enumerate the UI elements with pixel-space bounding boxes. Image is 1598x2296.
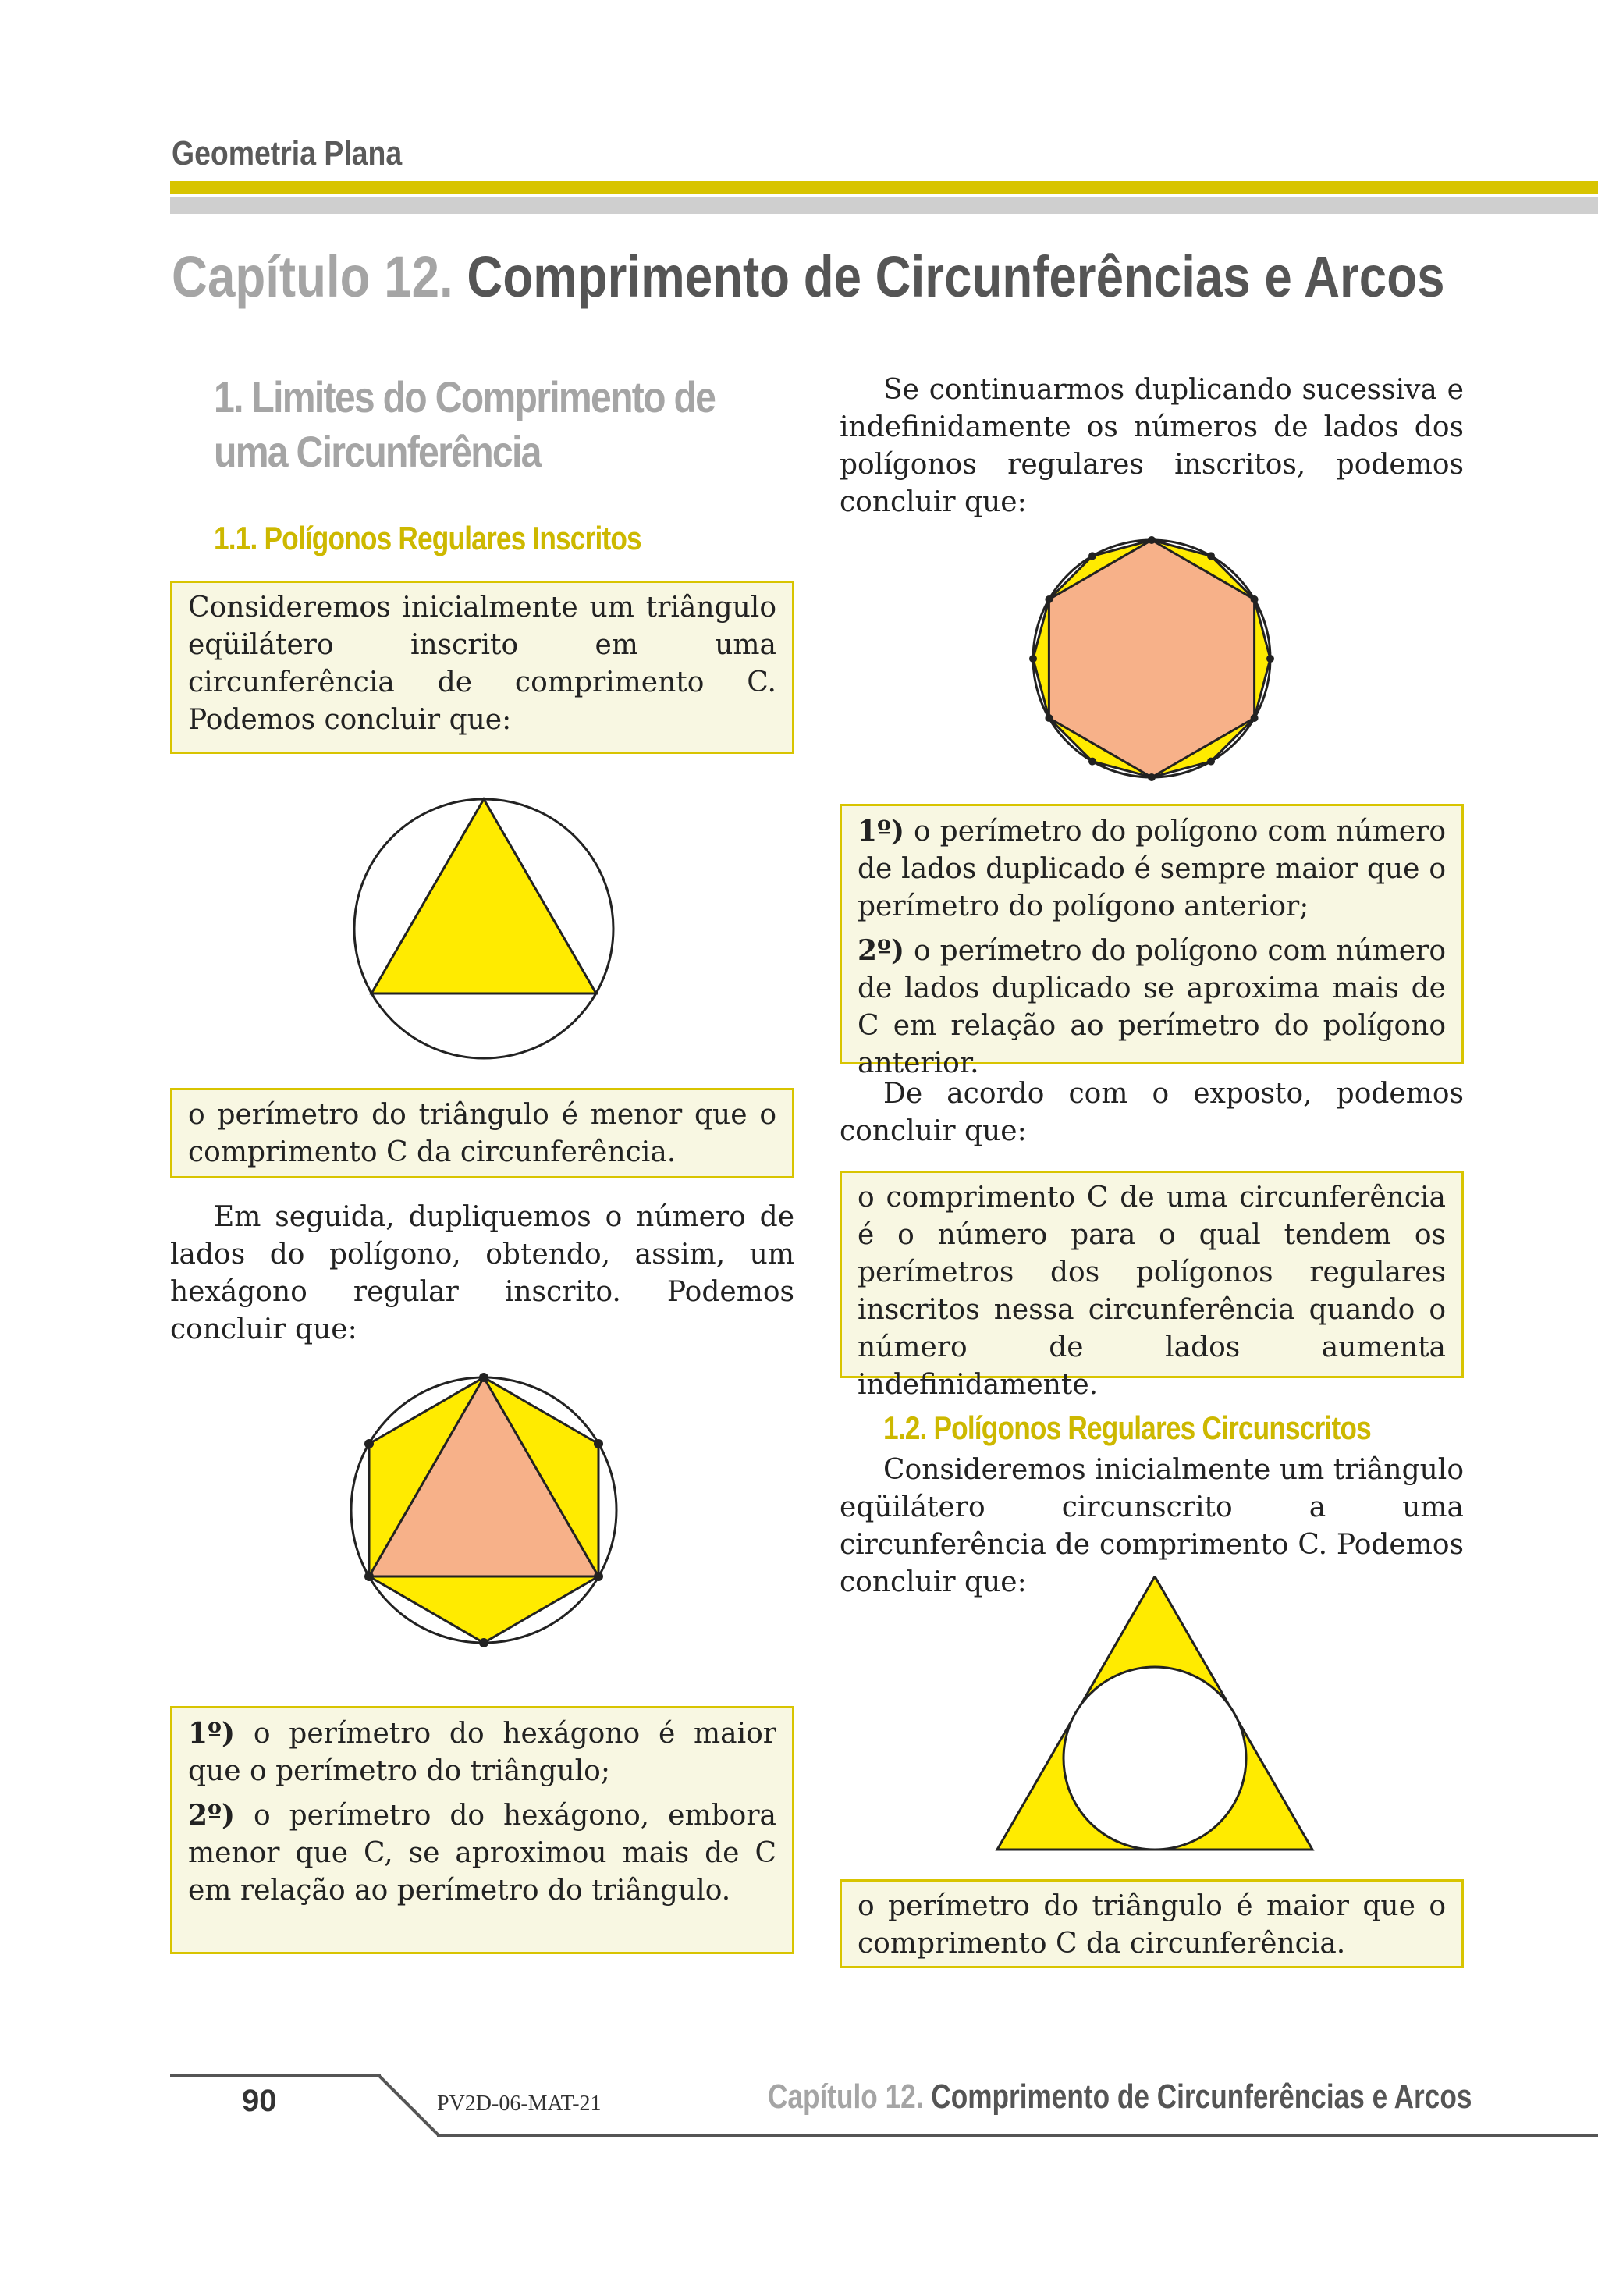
section-title: 1. Limites do Comprimento de uma Circunferência xyxy=(214,372,716,476)
chapter-name: Comprimento de Circunferências e Arcos xyxy=(467,244,1445,309)
footer-line-left xyxy=(170,2074,381,2077)
footer-line-slant xyxy=(378,2074,440,2137)
paragraph-continue-doubling: Se continuarmos duplicando sucessiva e indefinidamente os números de lados dos polígonos regulares inscritos, podemos concluir que: xyxy=(840,374,1464,518)
dodecagon-inscribed-figure xyxy=(1027,534,1277,784)
hexagon-conclusion-2: 2º) o perímetro do hexágono, embora menor que C, se aproximou mais de C em relação ao perímetro do triângulo. xyxy=(188,1799,776,1907)
paragraph-exposto: De acordo com o exposto, podemos concluir que: xyxy=(840,1078,1464,1147)
subsection-title-circumscribed: 1.2. Polígonos Regulares Circunscritos xyxy=(883,1409,1371,1446)
header-section-title: Geometria Plana xyxy=(172,134,403,172)
footer-line-right xyxy=(437,2134,1598,2137)
triangle-perimeter-box xyxy=(170,1088,794,1178)
dodecagon-conclusion-1: 1º) o perímetro do polígono com número de lados duplicado é sempre maior que o perímetro do polígono anterior; xyxy=(858,815,1446,922)
intro-box xyxy=(170,581,794,754)
document-code: PV2D-06-MAT-21 xyxy=(437,2092,602,2116)
triangle-circumscribed-figure xyxy=(991,1576,1319,1865)
paragraph-double-sides: Em seguida, dupliquemos o número de lados do polígono, obtendo, assim, um hexágono regular inscrito. Podemos concluir que: xyxy=(170,1201,794,1345)
triangle-inscribed-figure xyxy=(328,773,640,1085)
subsection-title-inscribed: 1.1. Polígonos Regulares Inscritos xyxy=(214,520,641,556)
dodecagon-conclusion-2: 2º) o perímetro do polígono com número de lados duplicado se aproxima mais de C em relação ao perímetro do polígono anterior. xyxy=(858,934,1446,1079)
triangle-perimeter-text: o perímetro do triângulo é menor que o comprimento C da circunferência. xyxy=(188,1099,776,1168)
chapter-title xyxy=(172,243,1444,310)
circumscribed-perimeter-text: o perímetro do triângulo é maior que o comprimento C da circunferência. xyxy=(858,1890,1446,1960)
page-number: 90 xyxy=(242,2084,277,2118)
conclusion-text: o comprimento C de uma circunferência é o número para o qual tendem os perímetros dos polígonos regulares inscritos nessa circunferência quando o número de lados aumenta indefinidamente. xyxy=(858,1182,1446,1401)
intro-text: Consideremos inicialmente um triângulo eqüilátero inscrito em uma circunferência de comprimento C. Podemos concluir que: xyxy=(188,592,776,736)
circle-shape xyxy=(1064,1667,1246,1850)
header-gray-bar xyxy=(170,197,1598,214)
chapter-number: Capítulo 12. xyxy=(172,244,453,309)
dodecagon-conclusions-box xyxy=(840,804,1464,1079)
circumscribed-perimeter-box xyxy=(840,1879,1464,1968)
footer-chapter-title: Capítulo 12. Comprimento de Circunferências e Arcos xyxy=(768,2077,1472,2116)
hexagon-conclusion-1: 1º) o perímetro do hexágono é maior que o perímetro do triângulo; xyxy=(188,1717,777,1787)
conclusion-box xyxy=(840,1171,1464,1401)
paragraph-circumscribed: Consideremos inicialmente um triângulo eqüilátero circunscrito a uma circunferência de comprimento C. Podemos concluir que: xyxy=(840,1454,1464,1598)
hexagon-conclusions-box xyxy=(170,1706,794,1954)
header-yellow-bar xyxy=(170,181,1598,194)
hexagon-inscribed-figure xyxy=(343,1370,624,1651)
